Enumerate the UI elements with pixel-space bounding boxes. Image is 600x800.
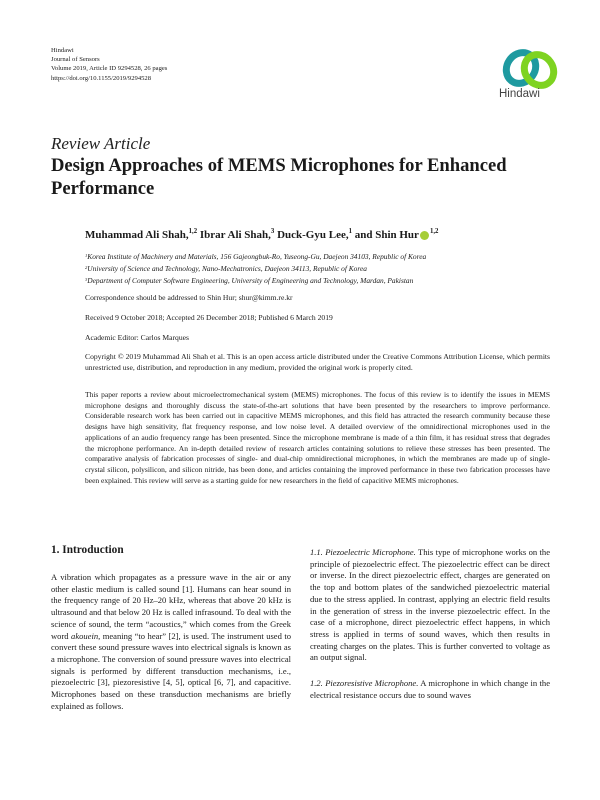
intro-paragraph <box>51 572 291 712</box>
affiliation <box>85 263 426 275</box>
affiliation-sup: 2 <box>85 265 88 271</box>
affiliation-sup: 1 <box>85 253 88 258</box>
paper-title: Design Approaches of MEMS Microphones for Enhanced Performance <box>51 155 507 199</box>
affiliation-text: Department of Computer Software Engineering, University of Engineering and Technology, Mardan, Pakistan <box>87 276 414 286</box>
right-column <box>310 547 550 701</box>
author: and Shin Hur <box>354 229 419 241</box>
doi-link[interactable]: https://doi.org/10.1155/2019/9294528 <box>51 74 152 82</box>
subsection-text: A microphone in which change in the electrical resistance occurs due to sound waves <box>310 678 550 700</box>
logo-text: Hindawi <box>499 88 540 100</box>
affiliation <box>85 251 426 263</box>
author-sup: 3 <box>270 228 275 235</box>
hindawi-logo <box>497 48 565 104</box>
abstract: This paper reports a review about microelectromechanical system (MEMS) microphones. The focus of this review is to identify the issues in MEMS microphone designs and thoroughly discuss the state-of-the-art solutions that have been presented by the researchers to improve performance. Considerable research work has been carried out in capacitive MEMS microphones, and this field has attracted the research community because these designs have high sensitivity, flat frequency response, and low noise level. A detailed overview of the omnidirectional microphones used in the applications of an audio frequency range has been presented. Since the microphone membrane is made of a thin film, it has residual stress that degrades the microphone performance. An in-depth detailed review of research articles containing solutions to relieve these stresses has been presented. The comparative analysis of fabrication processes of single- and dual-chip omnidirectional microphones, in which the membranes are made up of single-crystal silicon, polysilicon, and silicon nitride, has been done, and articles containing the improved performance in these two fabrication processes have been explained. This review will serve as a starting guide for new researchers in the field of capacitive MEMS microphones. <box>85 390 550 485</box>
author-list <box>85 229 438 241</box>
author: Ibrar Ali Shah, <box>199 229 271 241</box>
subsection-heading: 1.1. Piezoelectric Microphone. <box>310 547 416 557</box>
author: Muhammad Ali Shah, <box>85 229 189 241</box>
dates: Received 9 October 2018; Accepted 26 December 2018; Published 6 March 2019 <box>85 313 333 322</box>
section-heading: 1. Introduction <box>51 544 124 556</box>
affiliation-text: Korea Institute of Machinery and Materials, 156 Gajeongbuk-Ro, Yuseong-Gu, Daejeon 34103, Republic of Korea <box>87 252 427 261</box>
article-type: Review Article <box>51 134 151 153</box>
subsection-text: This type of microphone works on the principle of piezoelectric effect. The piezoelectric effect can be direct or inverse. In the direct piezoelectric effect, charges are generated on the top and bottom plates of the sandwiched piezoelectric material due to the stress applied. In contrast, applying an electric field results in the generation of stress in the inverse piezoelectric effect. In the case of a microphone, direct piezoelectric effect happens, in which stress is applied in terms of sound waves, which then results in creating charges on the plates. This is further converted to voltage as an output signal. <box>310 547 550 663</box>
orcid-icon[interactable] <box>420 231 429 240</box>
volume-info: Volume 2019, Article ID 9294528, 26 pages <box>51 65 168 73</box>
author-sup: 1 <box>348 228 352 235</box>
hindawi-rings-icon <box>497 48 565 90</box>
intro-text: , meaning “to hear” [2], is used. The instrument used to convert these sound pressure waves into electrical signals is known as a microphone. The conversion of sound pressure waves into electrical signals is performed by different transduction mechanisms, i.e., piezoelectric [3], piezoresistive [4, 5], optical [6, 7], and capacitive. Microphones based on these transduction mechanisms are briefly explained as follows. <box>51 630 291 711</box>
affiliation <box>85 275 426 287</box>
author: Duck-Gyu Lee, <box>277 229 349 241</box>
intro-text: A vibration which propagates as a pressure wave in the air or any other elastic medium is called sound [1]. Humans can hear sound in the frequency range of 20 Hz–20 kHz, whereas that above 20 kHz is ultrasound and that below 20 Hz is called infrasound. To deal with the science of sound, the term “acoustics,” which comes from the Greek word <box>51 572 291 641</box>
author-sup: 1,2 <box>429 228 439 235</box>
intro-italic-word: akouein <box>71 630 99 641</box>
journal-name: Journal of Sensors <box>51 56 100 64</box>
affiliation-sup: 3 <box>85 277 88 283</box>
affiliation-text: University of Science and Technology, Nano-Mechatronics, Daejeon 34113, Republic of Korea <box>87 264 367 274</box>
author-sup: 1,2 <box>188 228 198 235</box>
journal-meta <box>51 46 167 83</box>
correspondence: Correspondence should be addressed to Shin Hur; shur@kimm.re.kr <box>85 293 293 302</box>
publisher: Hindawi <box>51 47 74 54</box>
copyright: Copyright © 2019 Muhammad Ali Shah et al. This is an open access article distributed under the Creative Commons Attribution License, which permits unrestricted use, distribution, and reproduction in any medium, provided the original work is properly cited. <box>85 352 550 372</box>
piezoelectric-section <box>310 547 550 664</box>
academic-editor: Academic Editor: Carlos Marques <box>85 333 189 342</box>
affiliations <box>85 251 426 288</box>
subsection-heading: 1.2. Piezoresistive Microphone. <box>310 678 419 689</box>
piezoresistive-section <box>310 678 550 701</box>
